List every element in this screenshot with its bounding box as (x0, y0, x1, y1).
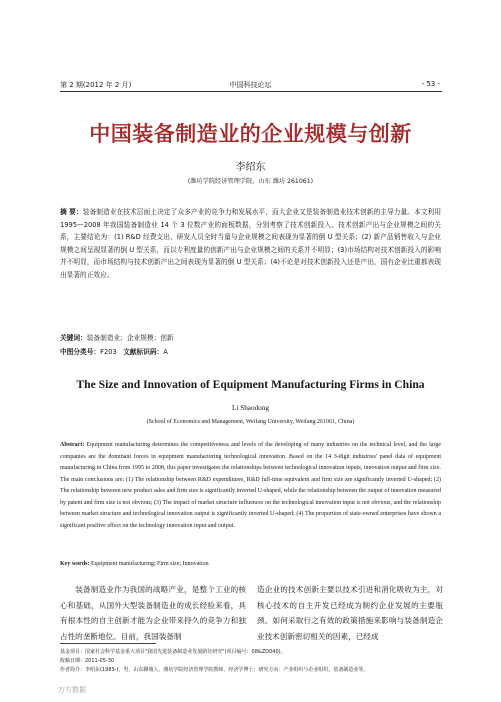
footnote-received-date: 收稿日期：2011-05-30 (60, 658, 115, 664)
keywords-text-english: Equipment manufacturing; Firm size; Innovation (91, 561, 209, 567)
title-chinese: 中国装备制造业的企业规模与创新 (89, 122, 412, 146)
keywords-chinese (60, 332, 174, 342)
author-chinese: 李绍东 (235, 162, 266, 173)
footnote-funding: 基金项目：国家社会科学基金重大项目"我国先进装备制造业发展路径研究"(项目编号：08&ZD040)。 (60, 649, 286, 655)
author-english: Li Shaodong (232, 404, 269, 412)
clc-label: 中图分类号： (60, 348, 101, 356)
footnote-rule (60, 643, 156, 644)
watermark: 万方数据 (58, 686, 86, 694)
clc-value: F203 (100, 348, 117, 356)
doc-code-label: 文献标识码： (123, 348, 164, 356)
abstract-label-english: Abstract: (60, 442, 85, 448)
abstract-chinese (60, 206, 441, 282)
body-column-left: 装备制造业作为我国的战略产业，是整个工业的核心和基础，从国外大型装备制造业的成长经验来看，具有根本性的自主创新才能为企业带来持久的竞争力和独占性的垄断地位。目前，我国装备制 (60, 585, 246, 641)
title-english: The Size and Innovation of Equipment Manufacturing Firms in China (76, 378, 425, 391)
keywords-text-chinese: 装备制造业；企业规模；创新 (86, 334, 174, 342)
affiliation-english: (School of Economics and Management, Weifang University, Weifang 261061, China) (146, 419, 355, 425)
running-header-issue: 第 2 期(2012 年 2 月) (60, 81, 132, 89)
doc-code-value: A (163, 348, 168, 356)
body-column-right: 造企业的技术创新主要以技术引进和消化吸收为主，对核心技术的自主开发已经成为制约企业发展的主要瓶颈。如何采取行之有效的政策措施来影响与装备制造企业技术创新密切相关的因素，已经成 (257, 585, 443, 641)
keywords-label-english: Key words: (60, 561, 90, 567)
keywords-english (60, 561, 441, 567)
footnote-author-bio: 作者简介：李绍东(1983-)，男，山东聊城人，潍坊学院经济管理学院教师，经济学博士；研究方向：产业组织与企业组织、装备制造业等。 (60, 667, 369, 673)
keywords-label-chinese: 关键词： (60, 334, 87, 342)
abstract-text-english: Equipment manufacturing determines the competitiveness and levels of the developing of many industries on the technical level, and the large companies are the dominant forces in equipment manufacturing technological innovation. Based on the 14 3-digit industries' panel data of equipment manufacturing in China from 1995 to 2008, this paper investigates the relationships between technological innovation inputs, innovation output and firm size. The main conclusions are: (1) The relationship between R&D expenditures, R&D full-time equivalent and firm size are significantly inverted U-shaped; (2) The relationship between new product sales and firm size is significantly inverted U-shaped, while the relationship between the output of innovation measured by patent and firm size is not obvious; (3) The impact of market structure influences on the technological innovation input is not obvious, and the relationship between market structure and technological innovation output is significantly inverted U-shaped; (4) The proportion of state-owned enterprises have shown a significant positive effect on the technology innovation input and output. (60, 442, 442, 529)
classification-line (60, 346, 168, 356)
running-header-journal: 中国科技论坛 (229, 81, 272, 89)
header-rule (60, 91, 442, 92)
affiliation-chinese: (潍坊学院经济管理学院，山东 潍坊 261061) (187, 178, 314, 185)
abstract-label-chinese: 摘 要： (60, 208, 83, 216)
abstract-text-chinese: 装备制造业在技术层面上决定了众多产业的竞争力和发展水平，而大企业又是装备制造业技术创新的主导力量。本文利用 1995—2008 年我国装备制造业 14 个 3 位数产业的面板数据，分别考察了技术创新投入、技术创新产出与企业规模之间的关系，主要结论为：(1) R&D 经费支出、研发人员全时当量与企业规模之间表现为显著的倒 U 型关系；(2) 新产品销售收入与企业规模之间呈现显著的倒 U 型关系，而以专利度量的创新产出与企业规模之间的关系并不明显；(3)市场结构对技术创新投入的影响并不明显，而市场结构与技术创新产出之间表现为显著的倒 U 型关系；(4)不论是对技术创新投入还是产出，国有企业比重都表现出显著的正效应。 (60, 208, 442, 279)
abstract-english (60, 440, 441, 532)
running-header-page-number: - 53 - (421, 80, 440, 88)
